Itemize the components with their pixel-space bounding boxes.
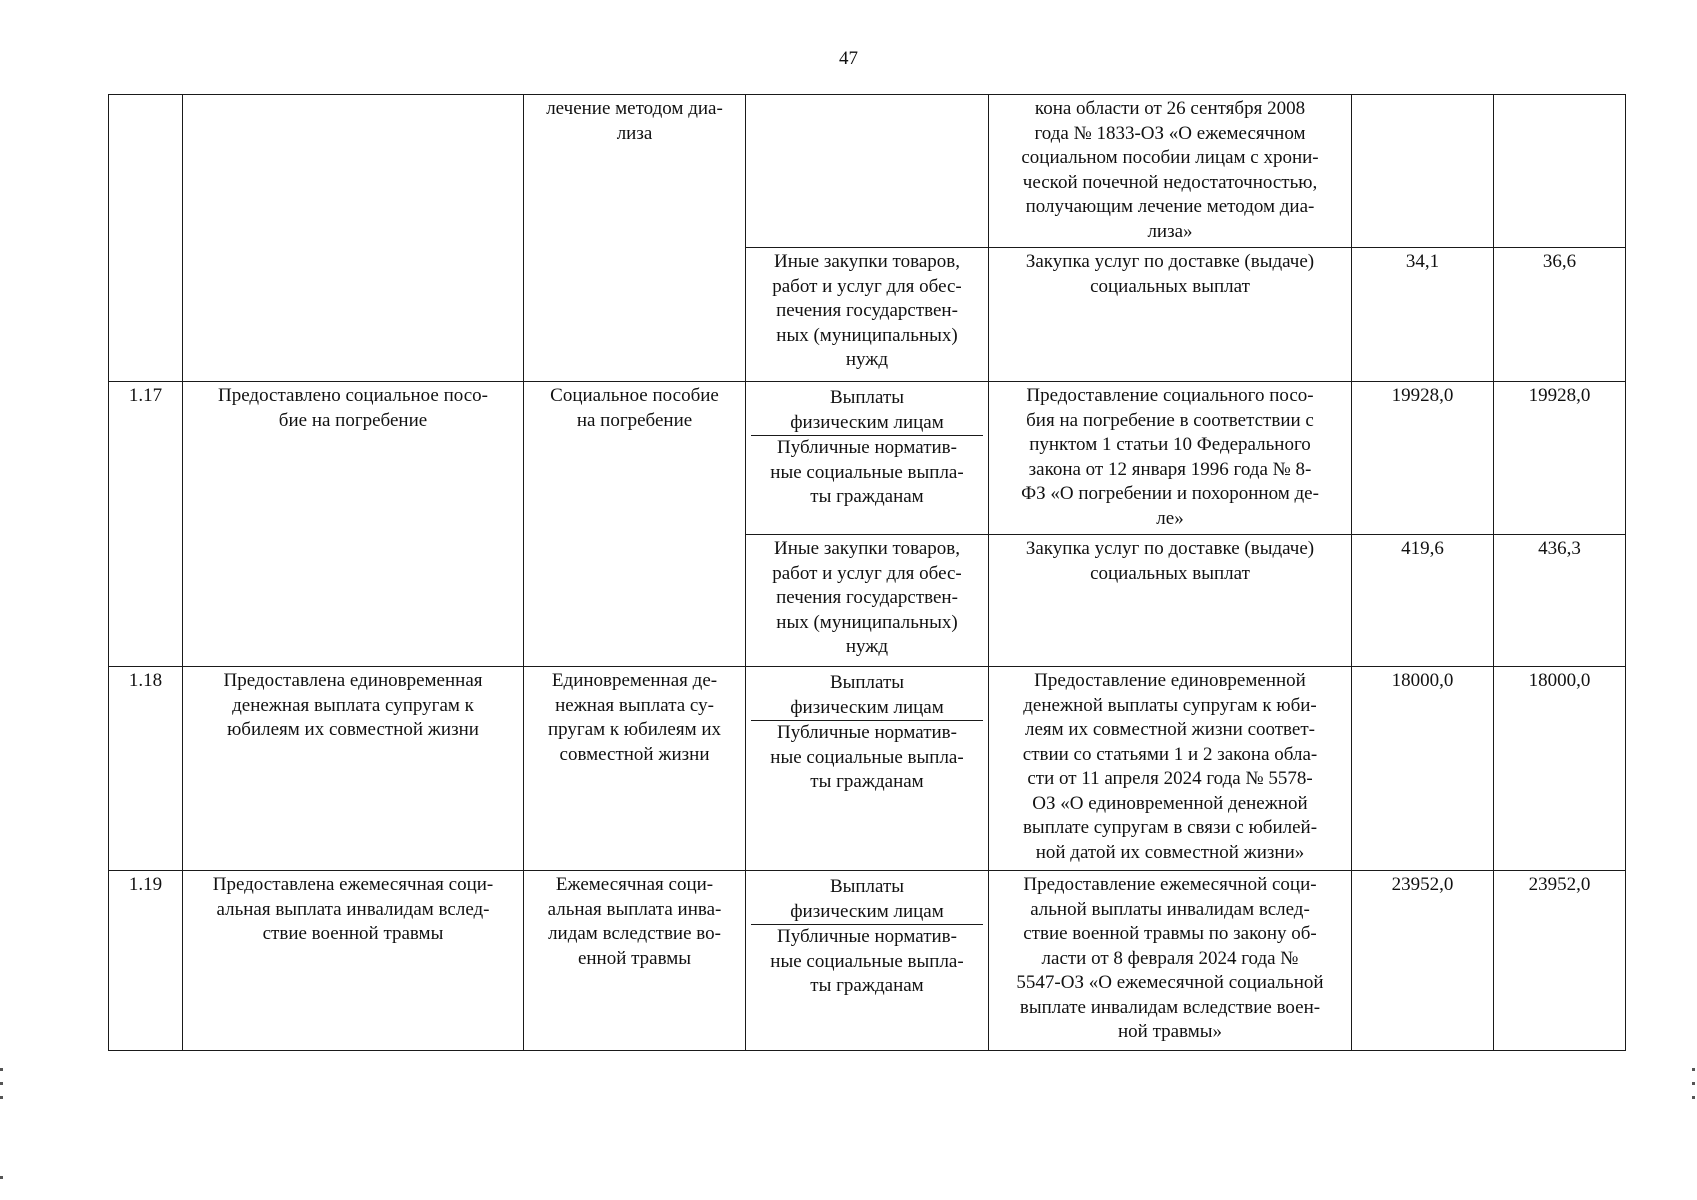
payment-name-cell: Социальное пособие на погребение <box>524 382 746 667</box>
row-number-cell: 1.19 <box>109 871 183 1051</box>
value-2026-cell <box>1494 95 1626 248</box>
page-number: 47 <box>839 48 858 69</box>
value-2025-cell: 419,6 <box>1352 535 1494 667</box>
payment-name-cell: лечение методом диа- лиза <box>524 95 746 382</box>
expense-subgroup: Публичные норматив- ные социальные выпла- ты гражданам <box>770 437 964 507</box>
value-2025-cell: 18000,0 <box>1352 667 1494 871</box>
scan-mark <box>0 1176 3 1179</box>
expense-subgroup: Публичные норматив- ные социальные выпла- ты гражданам <box>770 926 964 996</box>
value-2026-cell: 36,6 <box>1494 248 1626 382</box>
table-row <box>109 382 1626 535</box>
result-cell: Предоставлено социальное посо- бие на погребение <box>183 382 524 667</box>
expense-group: Выплаты физическим лицам <box>751 384 983 436</box>
basis-cell: Предоставление единовременной денежной выплаты супругам к юби- леям их совместной жизни соответ- ствии со статьями 1 и 2 закона обла- сти от 11 апреля 2024 года № 5578- ОЗ «О единовременной денежной выплате супругам в связи с юбилей- ной датой их совместной жизни» <box>989 667 1352 871</box>
expense-group: Выплаты физическим лицам <box>751 873 983 925</box>
result-cell: Предоставлена ежемесячная соци- альная выплата инвалидам вслед- ствие военной травмы <box>183 871 524 1051</box>
expense-kind-cell <box>746 382 989 535</box>
expense-kind-cell <box>746 95 989 248</box>
value-2025-cell: 34,1 <box>1352 248 1494 382</box>
scan-mark <box>1692 1096 1695 1099</box>
value-2025-cell: 19928,0 <box>1352 382 1494 535</box>
value-2026-cell: 23952,0 <box>1494 871 1626 1051</box>
row-number-cell <box>109 95 183 382</box>
scan-mark <box>0 1082 3 1085</box>
basis-cell: Закупка услуг по доставке (выдаче) социальных выплат <box>989 535 1352 667</box>
expense-kind-cell: Иные закупки товаров, работ и услуг для обес- печения государствен- ных (муниципальных) нужд <box>746 535 989 667</box>
scan-mark <box>0 1068 3 1071</box>
basis-cell: Предоставление социального посо- бия на погребение в соответствии с пунктом 1 статьи 10 Федерального закона от 12 января 1996 года № 8- ФЗ «О погребении и похоронном де- ле» <box>989 382 1352 535</box>
expense-kind-cell <box>746 871 989 1051</box>
result-cell: Предоставлена единовременная денежная выплата супругам к юбилеям их совместной жизни <box>183 667 524 871</box>
value-2026-cell: 436,3 <box>1494 535 1626 667</box>
table-row <box>109 871 1626 1051</box>
basis-cell: Предоставление ежемесячной соци- альной выплаты инвалидам вслед- ствие военной травмы по закону об- ласти от 8 февраля 2024 года № 5547-ОЗ «О ежемесячной социальной выплате инвалидам вследствие воен- ной травмы» <box>989 871 1352 1051</box>
scan-mark <box>1692 1082 1695 1085</box>
budget-table <box>108 94 1626 1051</box>
table-row <box>109 95 1626 248</box>
row-number-cell: 1.18 <box>109 667 183 871</box>
table-row <box>109 667 1626 871</box>
value-2026-cell: 18000,0 <box>1494 667 1626 871</box>
expense-kind-cell <box>746 667 989 871</box>
value-2025-cell <box>1352 95 1494 248</box>
scan-mark <box>0 1096 3 1099</box>
expense-kind-cell: Иные закупки товаров, работ и услуг для обес- печения государствен- ных (муниципальных) нужд <box>746 248 989 382</box>
basis-cell: кона области от 26 сентября 2008 года № 1833-ОЗ «О ежемесячном социальном пособии лицам с хрони- ческой почечной недостаточностью, получающим лечение методом диа- лиза» <box>989 95 1352 248</box>
payment-name-cell: Единовременная де- нежная выплата су- пругам к юбилеям их совместной жизни <box>524 667 746 871</box>
expense-group: Выплаты физическим лицам <box>751 669 983 721</box>
row-number-cell: 1.17 <box>109 382 183 667</box>
scan-mark <box>1692 1068 1695 1071</box>
basis-cell: Закупка услуг по доставке (выдаче) социальных выплат <box>989 248 1352 382</box>
value-2026-cell: 19928,0 <box>1494 382 1626 535</box>
expense-subgroup: Публичные норматив- ные социальные выпла- ты гражданам <box>770 722 964 792</box>
payment-name-cell: Ежемесячная соци- альная выплата инва- лидам вследствие во- енной травмы <box>524 871 746 1051</box>
value-2025-cell: 23952,0 <box>1352 871 1494 1051</box>
result-cell <box>183 95 524 382</box>
